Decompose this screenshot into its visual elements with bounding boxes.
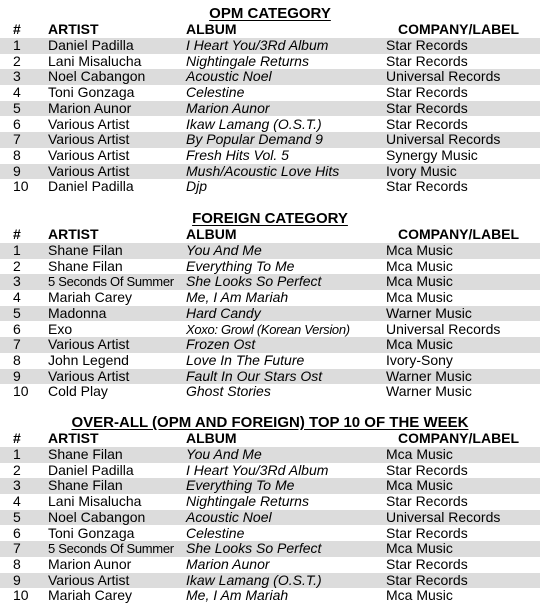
label: Ivory Music bbox=[386, 162, 457, 179]
rank: 10 bbox=[13, 178, 29, 195]
label: Universal Records bbox=[386, 508, 501, 525]
album: Me, I Am Mariah bbox=[186, 289, 289, 306]
section-title: FOREIGN CATEGORY bbox=[192, 210, 348, 227]
album: Me, I Am Mariah bbox=[186, 587, 289, 604]
rank: 10 bbox=[13, 587, 29, 604]
rank: 3 bbox=[13, 68, 21, 85]
album: Acoustic Noel bbox=[186, 508, 272, 525]
label: Star Records bbox=[386, 84, 468, 101]
table-row bbox=[0, 117, 540, 133]
header-num: # bbox=[13, 21, 21, 37]
album: Acoustic Noel bbox=[186, 68, 272, 85]
label: Warner Music bbox=[386, 383, 472, 400]
rank: 5 bbox=[13, 304, 21, 321]
album: Everything To Me bbox=[186, 257, 295, 274]
label: Star Records bbox=[386, 555, 468, 572]
table-row bbox=[0, 306, 540, 322]
rank: 3 bbox=[13, 477, 21, 494]
table-row bbox=[0, 322, 540, 338]
album: By Popular Demand 9 bbox=[186, 131, 323, 148]
rank: 9 bbox=[13, 162, 21, 179]
artist: 5 Seconds Of Summer bbox=[48, 541, 174, 557]
artist: Exo bbox=[48, 320, 73, 337]
artist: Daniel Padilla bbox=[48, 37, 134, 53]
label: Ivory-Sony bbox=[386, 351, 453, 368]
table-row bbox=[0, 588, 540, 604]
album: She Looks So Perfect bbox=[186, 540, 322, 557]
artist: Lani Misalucha bbox=[48, 52, 142, 69]
label: Universal Records bbox=[386, 131, 501, 148]
table-row bbox=[0, 101, 540, 117]
label: Star Records bbox=[386, 493, 468, 510]
artist: Shane Filan bbox=[48, 257, 123, 274]
album: Frozen Ost bbox=[186, 336, 256, 353]
label: Star Records bbox=[386, 461, 468, 478]
table-row bbox=[0, 510, 540, 526]
album: Mush/Acoustic Love Hits bbox=[186, 162, 340, 179]
label: Mca Music bbox=[386, 242, 453, 258]
artist: Toni Gonzaga bbox=[48, 524, 135, 541]
artist: Marion Aunor bbox=[48, 555, 132, 572]
label: Mca Music bbox=[386, 273, 453, 290]
album: I Heart You/3Rd Album bbox=[186, 461, 329, 478]
table-row bbox=[0, 54, 540, 70]
rank: 4 bbox=[13, 289, 21, 306]
table-row bbox=[0, 353, 540, 369]
album: Celestine bbox=[186, 84, 245, 101]
header-artist: ARTIST bbox=[48, 430, 99, 446]
artist: Madonna bbox=[48, 304, 107, 321]
label: Star Records bbox=[386, 178, 468, 195]
rank: 1 bbox=[13, 446, 21, 462]
artist: Various Artist bbox=[48, 146, 130, 163]
artist: Noel Cabangon bbox=[48, 508, 146, 525]
rank: 7 bbox=[13, 131, 21, 148]
label: Star Records bbox=[386, 115, 468, 132]
artist: Mariah Carey bbox=[48, 587, 133, 604]
table-row bbox=[0, 573, 540, 589]
label: Mca Music bbox=[386, 446, 453, 462]
table-row bbox=[0, 541, 540, 557]
header-label: COMPANY/LABEL bbox=[398, 226, 520, 242]
rank: 2 bbox=[13, 461, 21, 478]
artist: Various Artist bbox=[48, 162, 130, 179]
label: Universal Records bbox=[386, 68, 501, 85]
album: Nightingale Returns bbox=[186, 493, 309, 510]
rank: 4 bbox=[13, 493, 21, 510]
label: Mca Music bbox=[386, 477, 453, 494]
rank: 7 bbox=[13, 540, 21, 557]
table-row bbox=[0, 69, 540, 85]
label: Mca Music bbox=[386, 257, 453, 274]
album: You And Me bbox=[186, 242, 262, 258]
label: Warner Music bbox=[386, 304, 472, 321]
artist: Various Artist bbox=[48, 131, 130, 148]
label: Warner Music bbox=[386, 367, 472, 384]
artist: Daniel Padilla bbox=[48, 461, 134, 478]
rank: 1 bbox=[13, 242, 21, 258]
table-row bbox=[0, 148, 540, 164]
album: Fault In Our Stars Ost bbox=[186, 367, 323, 384]
rank: 2 bbox=[13, 52, 21, 69]
header-num: # bbox=[13, 226, 21, 242]
table-row bbox=[0, 557, 540, 573]
album: Fresh Hits Vol. 5 bbox=[186, 146, 289, 163]
rank: 9 bbox=[13, 367, 21, 384]
artist: Toni Gonzaga bbox=[48, 84, 135, 101]
artist: Daniel Padilla bbox=[48, 178, 134, 195]
table-row bbox=[0, 337, 540, 353]
rank: 8 bbox=[13, 146, 21, 163]
label: Universal Records bbox=[386, 320, 501, 337]
table-row bbox=[0, 384, 540, 400]
rank: 5 bbox=[13, 99, 21, 116]
artist: Shane Filan bbox=[48, 446, 123, 462]
rank: 5 bbox=[13, 508, 21, 525]
header-artist: ARTIST bbox=[48, 21, 99, 37]
artist: 5 Seconds Of Summer bbox=[48, 274, 174, 290]
table-row bbox=[0, 243, 540, 259]
table-row bbox=[0, 526, 540, 542]
rank: 8 bbox=[13, 555, 21, 572]
album: Marion Aunor bbox=[186, 555, 270, 572]
table-row bbox=[0, 494, 540, 510]
album: Hard Candy bbox=[186, 304, 261, 321]
label: Mca Music bbox=[386, 587, 453, 604]
rank: 9 bbox=[13, 571, 21, 588]
rank: 10 bbox=[13, 383, 29, 400]
artist: Noel Cabangon bbox=[48, 68, 146, 85]
header-artist: ARTIST bbox=[48, 226, 99, 242]
column-header-row bbox=[0, 431, 540, 447]
rank: 6 bbox=[13, 524, 21, 541]
column-header-row bbox=[0, 227, 540, 243]
rank: 7 bbox=[13, 336, 21, 353]
album: Nightingale Returns bbox=[186, 52, 309, 69]
artist: Various Artist bbox=[48, 115, 130, 132]
column-header-row bbox=[0, 22, 540, 38]
label: Mca Music bbox=[386, 336, 453, 353]
label: Star Records bbox=[386, 524, 468, 541]
header-num: # bbox=[13, 430, 21, 446]
album: Marion Aunor bbox=[186, 99, 270, 116]
album: You And Me bbox=[186, 446, 262, 462]
header-label: COMPANY/LABEL bbox=[398, 430, 520, 446]
artist: Mariah Carey bbox=[48, 289, 133, 306]
artist: Marion Aunor bbox=[48, 99, 132, 116]
table-row bbox=[0, 132, 540, 148]
label: Mca Music bbox=[386, 540, 453, 557]
rank: 4 bbox=[13, 84, 21, 101]
album: She Looks So Perfect bbox=[186, 273, 322, 290]
album: Celestine bbox=[186, 524, 245, 541]
album: Love In The Future bbox=[186, 351, 305, 368]
artist: Shane Filan bbox=[48, 477, 123, 494]
table-row bbox=[0, 179, 540, 195]
label: Star Records bbox=[386, 52, 468, 69]
album: I Heart You/3Rd Album bbox=[186, 37, 329, 53]
header-album: ALBUM bbox=[186, 430, 237, 446]
album: Ikaw Lamang (O.S.T.) bbox=[186, 115, 322, 132]
table-row bbox=[0, 38, 540, 54]
artist: Shane Filan bbox=[48, 242, 123, 258]
header-album: ALBUM bbox=[186, 226, 237, 242]
album: Ikaw Lamang (O.S.T.) bbox=[186, 571, 322, 588]
artist: Various Artist bbox=[48, 571, 130, 588]
section-title: OPM CATEGORY bbox=[209, 5, 331, 22]
label: Mca Music bbox=[386, 289, 453, 306]
rank: 8 bbox=[13, 351, 21, 368]
rank: 3 bbox=[13, 273, 21, 290]
rank: 6 bbox=[13, 320, 21, 337]
section-title: OVER-ALL (OPM AND FOREIGN) TOP 10 OF THE WEEK bbox=[71, 414, 469, 431]
table-row bbox=[0, 274, 540, 290]
rank: 2 bbox=[13, 257, 21, 274]
artist: John Legend bbox=[48, 351, 129, 368]
artist: Various Artist bbox=[48, 336, 130, 353]
table-row bbox=[0, 463, 540, 479]
label: Star Records bbox=[386, 99, 468, 116]
table-row bbox=[0, 478, 540, 494]
rank: 6 bbox=[13, 115, 21, 132]
album: Ghost Stories bbox=[186, 383, 271, 400]
label: Star Records bbox=[386, 571, 468, 588]
rank: 1 bbox=[13, 37, 21, 53]
album: Xoxo: Growl (Korean Version) bbox=[186, 321, 350, 337]
table-row bbox=[0, 164, 540, 180]
label: Star Records bbox=[386, 37, 468, 53]
label: Synergy Music bbox=[386, 146, 478, 163]
table-row bbox=[0, 290, 540, 306]
artist: Cold Play bbox=[48, 383, 108, 400]
header-album: ALBUM bbox=[186, 21, 237, 37]
table-row bbox=[0, 447, 540, 463]
artist: Lani Misalucha bbox=[48, 493, 142, 510]
artist: Various Artist bbox=[48, 367, 130, 384]
table-row bbox=[0, 85, 540, 101]
header-label: COMPANY/LABEL bbox=[398, 21, 520, 37]
table-row bbox=[0, 259, 540, 275]
table-row bbox=[0, 369, 540, 385]
album: Everything To Me bbox=[186, 477, 295, 494]
album: Djp bbox=[186, 178, 208, 195]
